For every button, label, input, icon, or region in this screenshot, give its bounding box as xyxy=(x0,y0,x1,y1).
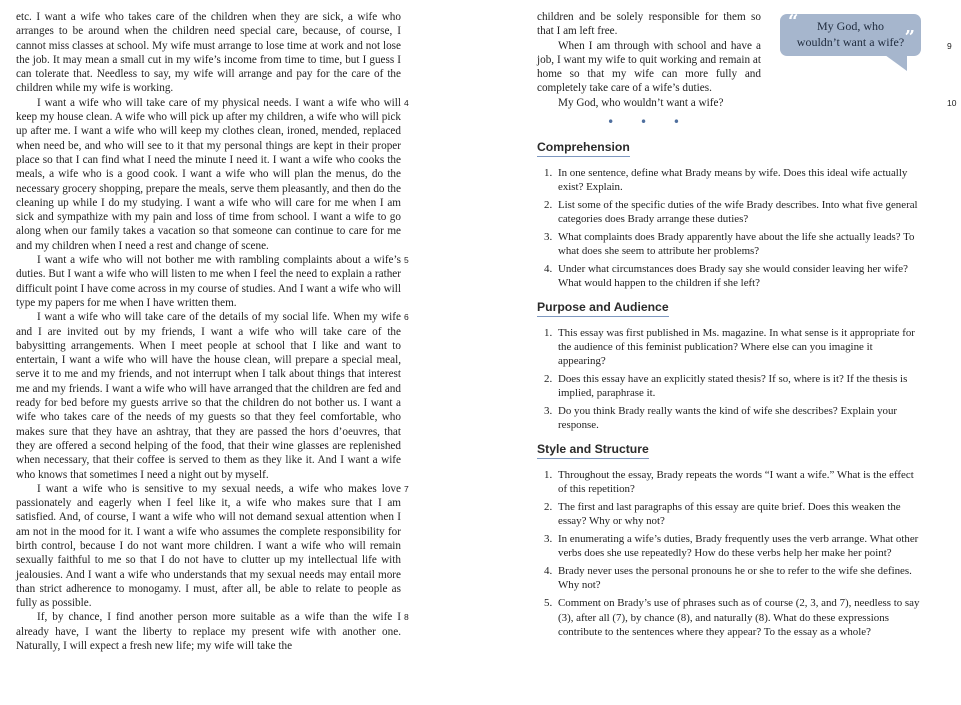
question-text: List some of the specific duties of the wife Brady describes. Into what five general categories does Brady arrange these duties? xyxy=(558,198,918,225)
question-list xyxy=(537,326,922,433)
question-item xyxy=(537,564,922,592)
paragraph-text: children and be solely responsible for them so that I am left free. xyxy=(537,11,761,38)
question-item xyxy=(537,500,922,528)
question-list xyxy=(537,468,922,639)
question-number: 4. xyxy=(544,565,553,578)
question-text: Does this essay have an explicitly stated thesis? If so, where is it? If the thesis is implied, paraphrase it. xyxy=(558,373,908,400)
left-page xyxy=(16,10,409,653)
paragraph-number: 9 xyxy=(947,40,952,51)
document-meta xyxy=(0,0,1,1)
pullquote-line-1: My God, who xyxy=(816,19,884,33)
paragraph-text: I want a wife who will not bother me with rambling complaints about a wife’s duties. But I want a wife who will listen to me when I feel the need to explain a rather difficult point I have come across in my course of studies. And I want a wife who will type my papers for me when I have written them. xyxy=(16,254,401,309)
paragraph-number: 4 xyxy=(404,97,409,108)
paragraph-text: My God, who wouldn’t want a wife? xyxy=(558,96,724,109)
question-text: Do you think Brady really wants the kind of wife she describes? Explain your response. xyxy=(558,405,898,432)
question-item xyxy=(537,372,922,400)
question-number: 4. xyxy=(544,263,553,276)
question-text: This essay was first published in Ms. magazine. In what sense is it appropriate for the audience of this feminist publication? Where else can you imagine it appearing? xyxy=(558,326,915,367)
question-item xyxy=(537,262,922,290)
question-item xyxy=(537,404,922,432)
section-purpose-audience xyxy=(537,300,922,432)
paragraph-number: 7 xyxy=(404,483,409,494)
section-style-structure xyxy=(537,442,922,638)
paragraph-number: 5 xyxy=(404,255,409,266)
question-text: Throughout the essay, Brady repeats the words “I want a wife.” What is the effect of this repetition? xyxy=(558,468,914,495)
question-number: 5. xyxy=(544,597,553,610)
paragraph-number: 6 xyxy=(404,312,409,323)
question-text: The first and last paragraphs of this essay are quite brief. Does this weaken the essay? Why or why not? xyxy=(558,500,901,527)
question-number: 2. xyxy=(544,500,553,513)
question-text: In one sentence, define what Brady means by wife. Does this ideal wife actually exist? Explain. xyxy=(558,166,908,193)
document-title xyxy=(0,0,1,1)
question-text: Under what circumstances does Brady say she would consider leaving her wife? What would happen to the children if she left? xyxy=(558,263,908,290)
section-heading: Style and Structure xyxy=(537,442,649,458)
question-item xyxy=(537,198,922,226)
question-text: Comment on Brady’s use of phrases such as of course (2, 3, and 7), needless to say (3), after all (7), by chance (8), and naturally (8). What do these expressions contribute to the sentences where they appear? To the essay as a whole? xyxy=(558,597,920,638)
paragraph-text: etc. I want a wife who takes care of the children when they are sick, a wife who arranges to be around when the children need special care, because, of course, I cannot miss classes at school. My wife must arrange to lose time at work and not lose the job. It may mean a small cut in my wife’s income from time to time, but I guess I can tolerate that. Needless to say, my wife will arrange and pay for the care of the children while my wife is working. xyxy=(16,11,401,95)
question-number: 1. xyxy=(544,326,553,339)
section-comprehension xyxy=(537,140,922,290)
question-list xyxy=(537,166,922,291)
question-item xyxy=(537,166,922,194)
essay-paragraph xyxy=(16,310,409,482)
question-text: In enumerating a wife’s duties, Brady frequently uses the verb arrange. What other verbs does she use repeatedly? How do these verbs help her make her point? xyxy=(558,533,919,560)
essay-paragraph xyxy=(537,96,957,110)
open-quote-icon: “ xyxy=(788,11,799,32)
question-number: 2. xyxy=(544,373,553,385)
question-number: 3. xyxy=(544,231,553,244)
question-item xyxy=(537,468,922,496)
pullquote-line-2: wouldn’t want a wife? xyxy=(796,34,905,49)
close-quote-icon: ” xyxy=(904,27,915,48)
section-heading: Comprehension xyxy=(537,140,630,156)
paragraph-text: I want a wife who will take care of my physical needs. I want a wife who will keep my house clean. A wife who will pick up after my children, a wife who will pick up after me. I want a wife who will keep my clothes clean, ironed, mended, replaced when need be, and who will see to it that my personal things are kept in their proper place so that I can find what I need the minute I need it. I want a wife who cooks the meals, a wife who is a good cook. I want a wife who will plan the menus, do the necessary grocery shopping, prepare the meals, serve them pleasantly, and then do the cleaning up while I do my studying. I want a wife who will care for me when I am sick and sympathize with my pain and loss of time from school. I want a wife to go along when our family takes a vacation so that someone can continue to care for me and my children when I need a rest and change of scene. xyxy=(16,96,401,252)
right-page xyxy=(537,10,957,643)
question-item xyxy=(537,230,922,258)
paragraph-text: I want a wife who is sensitive to my sexual needs, a wife who makes love passionately and eagerly when I feel like it, a wife who makes sure that I am satisfied. And, of course, I want a wife who will not demand sexual attention when I am not in the mood for it. I want a wife who assumes the complete responsibility for birth control, because I do not want more children. I want a wife who will remain sexually faithful to me so that I do not have to clutter up my intellectual life with jealousies. And I want a wife who understands that my sexual needs may entail more than strict adherence to monogamy. I must, after all, be able to relate to people as fully as possible. xyxy=(16,482,401,610)
paragraph-number: 8 xyxy=(404,612,409,623)
paragraph-text: If, by chance, I find another person more suitable as a wife than the wife I already have, I want the liberty to replace my present wife with another one. Naturally, I will expect a fresh new life; my wife will take the xyxy=(16,611,401,653)
essay-paragraph xyxy=(16,610,409,653)
essay-ending xyxy=(537,10,957,110)
question-item xyxy=(537,326,922,368)
essay-paragraph xyxy=(16,482,409,611)
essay-paragraph xyxy=(16,10,401,96)
question-number: 3. xyxy=(544,533,553,546)
question-number: 1. xyxy=(544,468,553,481)
paragraph-text: When I am through with school and have a job, I want my wife to quit working and remain at home so that my wife can more fully and completely take care of a wife’s duties. xyxy=(537,39,761,95)
essay-paragraph xyxy=(537,10,761,39)
section-heading: Purpose and Audience xyxy=(537,300,669,316)
paragraph-number: 10 xyxy=(947,97,957,108)
essay-paragraph xyxy=(16,96,409,253)
question-number: 1. xyxy=(544,166,553,179)
paragraph-text: I want a wife who will take care of the details of my social life. When my wife and I are invited out by my friends, I want a wife who will take care of the babysitting arrangements. When I meet people at school that I like and want to entertain, I want a wife who will have the house clean, will prepare a special meal, serve it to me and my friends, and not interrupt when I talk about things that interest me and my friends. I want a wife who will have arranged that the children are fed and ready for bed before my guests arrive so that the children do not bother us. I want a wife who takes care of the needs of my guests so that they feel comfortable, who makes sure that they have an ashtray, that they are passed the hors d’oeuvres, that they are offered a second helping of the food, that their wine glasses are replenished when necessary, that their coffee is served to them as they like it. And I want a wife who knows that sometimes I need a night out by myself. xyxy=(16,311,401,481)
question-number: 2. xyxy=(544,198,553,211)
question-text: Brady never uses the personal pronouns he or she to refer to the wife she defines. Why not? xyxy=(558,565,912,592)
essay-paragraph xyxy=(16,253,409,310)
pullquote-tail xyxy=(885,55,907,71)
question-text: What complaints does Brady apparently have about the life she actually leads? To what does she seem to attribute her problems? xyxy=(558,231,915,258)
section-break: • • • xyxy=(607,115,691,130)
question-number: 3. xyxy=(544,405,553,418)
question-item xyxy=(537,596,922,638)
pullquote xyxy=(780,11,921,56)
question-item xyxy=(537,532,922,560)
